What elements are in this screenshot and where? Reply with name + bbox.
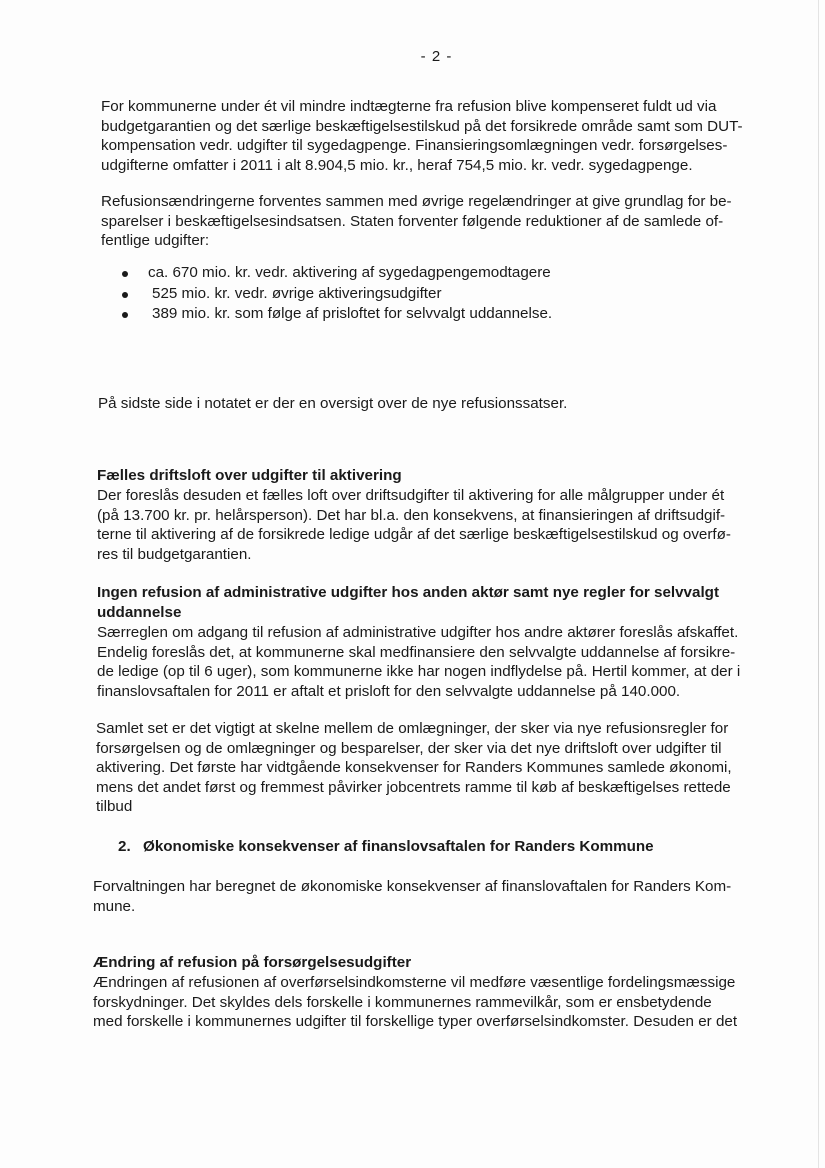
- text-line: terne til aktivering af de forsikrede ledige udgår af det særlige beskæftigelsestilskud og overfø-: [97, 526, 731, 544]
- aendring-paragraph: [93, 973, 737, 1032]
- text-line: udgifterne omfatter i 2011 i alt 8.904,5 mio. kr., heraf 754,5 mio. kr. vedr. sygedagpenge.: [101, 156, 693, 174]
- heading-line: uddannelse: [97, 603, 182, 621]
- heading-line: Ingen refusion af administrative udgifter hos anden aktør samt nye regler for selvvalgt: [97, 584, 719, 601]
- text-line: For kommunerne under ét vil mindre indtægterne fra refusion blive kompenseret fuldt ud via: [101, 98, 717, 115]
- text-line: mens det andet først og fremmest påvirker jobcentrets ramme til køb af beskæftigelses rettede: [96, 778, 731, 796]
- section-heading-refusion: [97, 583, 719, 622]
- text-line: budgetgarantien og det særlige beskæftigelsestilskud på det forsikrede område samt som DUT-: [101, 117, 743, 135]
- refusion-paragraph: [97, 623, 740, 701]
- text-line: forskydninger. Det skyldes dels forskelle i kommunernes rammevilkår, som er ensbetydende: [93, 993, 712, 1011]
- section-title: Økonomiske konsekvenser af finanslovsaftalen for Randers Kommune: [143, 838, 654, 855]
- text-line: aktivering. Det første har vidtgående konsekvenser for Randers Kommunes samlede økonomi,: [96, 759, 732, 777]
- text-line: (på 13.700 kr. pr. helårsperson). Det har bl.a. den konsekvens, at finansieringen af driftsudgif-: [97, 506, 726, 524]
- section-number: 2.: [118, 838, 131, 855]
- text-line: sparelser i beskæftigelsesindsatsen. Staten forventer følgende reduktioner af de samlede of-: [101, 212, 724, 230]
- section-2-heading: [118, 837, 654, 857]
- text-line: Ændringen af refusionen af overførselsindkomsterne vil medføre væsentlige fordelingsmæssige: [93, 974, 736, 991]
- bullet-icon: [122, 292, 128, 298]
- text-line: forsørgelsen og de omlægninger og besparelser, der sker via det nye driftsloft over udgifter til: [96, 739, 722, 757]
- list-item-text: 389 mio. kr. som følge af prisloftet for selvvalgt uddannelse.: [152, 305, 553, 322]
- forvaltning-paragraph: [93, 877, 731, 916]
- list-item-text: 525 mio. kr. vedr. øvrige aktiveringsudgifter: [152, 284, 442, 302]
- text-line: med forskelle i kommunernes udgifter til forskellige typer overførselsindkomster. Desuden er det: [93, 1013, 738, 1031]
- section-heading-aendring: Ændring af refusion på forsørgelsesudgifter: [93, 954, 412, 971]
- text-line: kompensation vedr. udgifter til sygedagpenge. Finansieringsomlægningen vedr. forsørgelses-: [101, 137, 728, 155]
- last-page-note: På sidste side i notatet er der en oversigt over de nye refusionssatser.: [98, 395, 568, 412]
- bullet-icon: [122, 271, 128, 277]
- text-line: mune.: [93, 897, 136, 915]
- list-item: [119, 284, 552, 305]
- text-line: Særreglen om adgang til refusion af administrative udgifter hos andre aktører foreslås afskaffet.: [97, 624, 739, 641]
- text-line: finanslovsaftalen for 2011 er aftalt et prisloft for den selvvalgte uddannelse på 140.000.: [97, 682, 681, 700]
- section-heading-driftsloft: Fælles driftsloft over udgifter til aktivering: [97, 467, 402, 484]
- text-line: Der foreslås desuden et fælles loft over driftsudgifter til aktivering for alle målgrupper under ét: [97, 487, 725, 504]
- text-line: fentlige udgifter:: [101, 232, 210, 250]
- scan-edge-line: [818, 0, 819, 1168]
- text-line: tilbud: [96, 798, 133, 816]
- bullet-icon: [122, 312, 128, 318]
- list-item: [119, 263, 552, 284]
- text-line: res til budgetgarantien.: [97, 545, 252, 563]
- savings-bullet-list: [119, 263, 552, 325]
- list-item-text: ca. 670 mio. kr. vedr. aktivering af sygedagpengemodtagere: [148, 264, 551, 281]
- savings-paragraph: [101, 192, 732, 251]
- text-line: Forvaltningen har beregnet de økonomiske konsekvenser af finanslovaftalen for Randers Kom-: [93, 878, 732, 895]
- intro-paragraph: [101, 97, 743, 175]
- text-line: Refusionsændringerne forventes sammen med øvrige regelændringer at give grundlag for be-: [101, 193, 732, 210]
- text-line: de ledige (op til 6 uger), som kommunerne ikke har nogen indflydelse på. Hertil kommer, at der i: [97, 663, 741, 681]
- page-number: - 2 -: [420, 48, 453, 65]
- driftsloft-paragraph: [97, 486, 731, 564]
- text-line: Endelig foreslås det, at kommunerne skal medfinansiere den selvvalgte uddannelse af forsikre-: [97, 643, 736, 661]
- list-item: [119, 304, 552, 325]
- text-line: Samlet set er det vigtigt at skelne mellem de omlægninger, der sker via nye refusionsregler for: [96, 720, 729, 737]
- summary-paragraph: [96, 719, 732, 817]
